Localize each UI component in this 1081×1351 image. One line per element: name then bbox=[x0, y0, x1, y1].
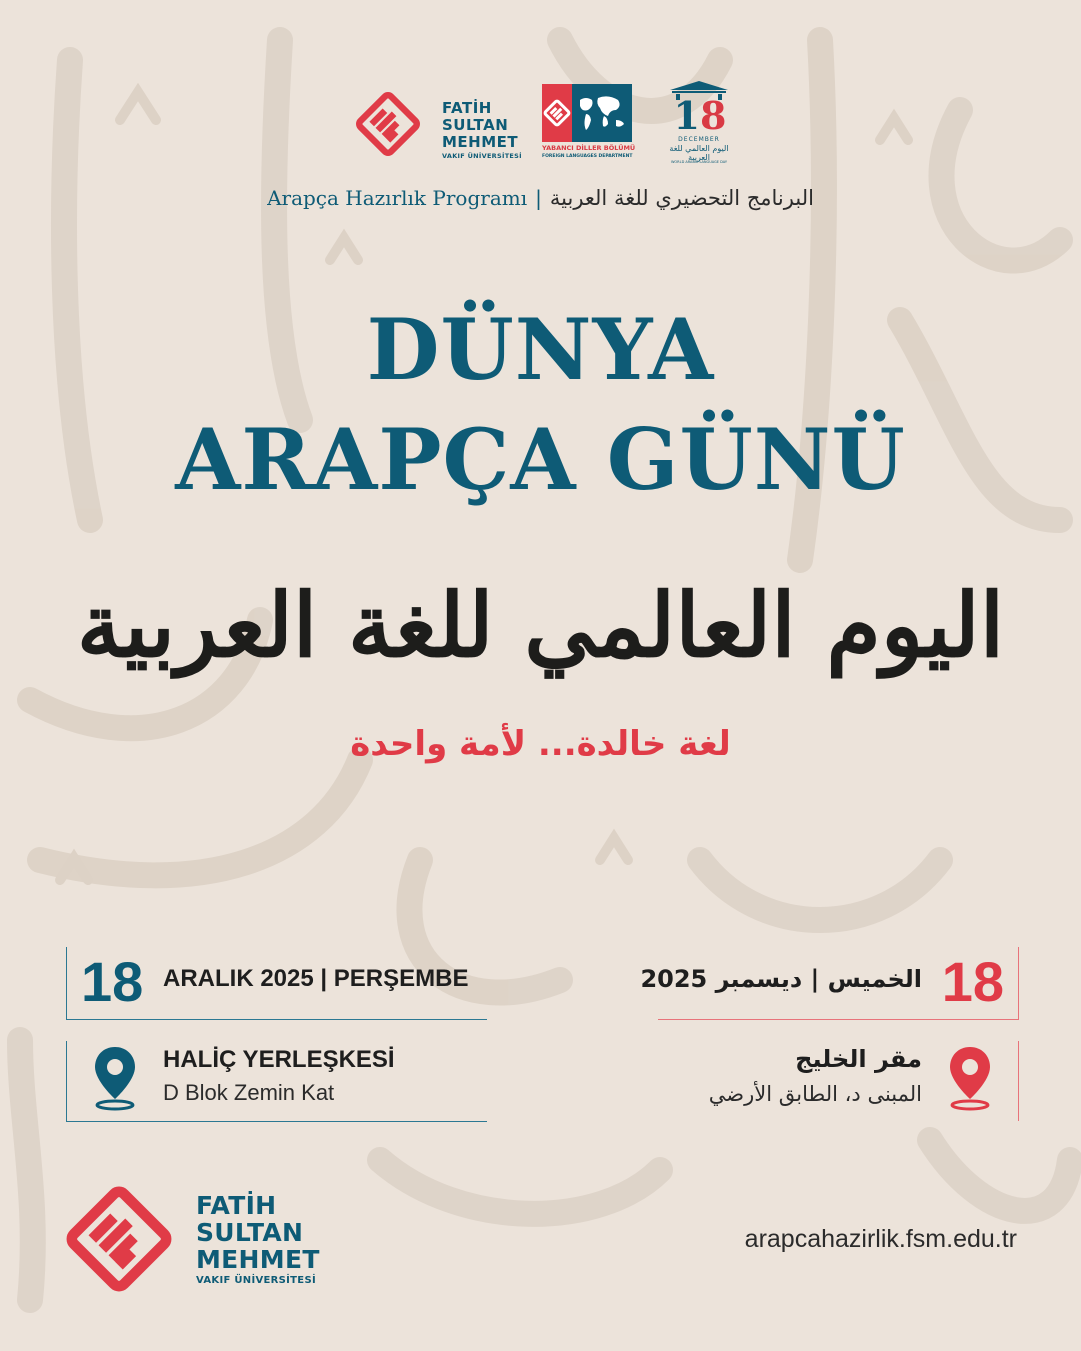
title-line2: ARAPÇA GÜNÜ bbox=[175, 410, 906, 509]
date-box-turkish bbox=[66, 947, 487, 1020]
location-detail-turkish: D Blok Zemin Kat bbox=[163, 1080, 335, 1105]
fsm-logo-line3: MEHMET bbox=[442, 133, 519, 151]
program-separator: | bbox=[535, 186, 542, 210]
location-pin-icon bbox=[946, 1045, 994, 1111]
world-map-icon bbox=[542, 84, 632, 142]
fsm-logo-line4: VAKIF ÜNİVERSİTESİ bbox=[442, 152, 522, 160]
arabic-slogan: لغة خالدة... لأمة واحدة bbox=[350, 724, 731, 764]
header-logos bbox=[0, 80, 1081, 180]
location-box-arabic bbox=[658, 1041, 1019, 1121]
unesco-english: WORLD ARABIC LANGUAGE DAY bbox=[670, 160, 728, 164]
location-name-arabic: مقر الخليج bbox=[795, 1045, 922, 1073]
unesco-logo bbox=[664, 80, 734, 170]
location-detail-arabic: المبنى د، الطابق الأرضي bbox=[708, 1082, 922, 1106]
fsm-logo-bottom bbox=[60, 1180, 360, 1300]
footer-logo-line2: SULTAN bbox=[196, 1218, 304, 1247]
footer-logo-line4: VAKIF ÜNİVERSİTESİ bbox=[196, 1275, 316, 1286]
date-day-arabic: 18 bbox=[941, 950, 1004, 1013]
location-box-turkish bbox=[66, 1041, 487, 1122]
date-day-turkish: 18 bbox=[81, 950, 144, 1013]
arabic-calligraphy-title: اليوم العالمي للغة العربية bbox=[76, 573, 1005, 677]
location-pin-icon bbox=[91, 1045, 139, 1111]
unesco-number: 18 bbox=[673, 93, 727, 138]
unesco-month: DECEMBER bbox=[678, 136, 720, 143]
ydb-logo-line1: YABANCI DİLLER BÖLÜMÜ bbox=[542, 144, 636, 152]
date-text-arabic: الخميس | ديسمبر 2025 bbox=[640, 965, 922, 993]
date-text-turkish: ARALIK 2025 | PERŞEMBE bbox=[163, 965, 469, 992]
fsm-logo-icon bbox=[60, 1180, 178, 1298]
location-name-turkish: HALİÇ YERLEŞKESİ bbox=[163, 1046, 395, 1073]
unesco-arabic: اليوم العالمي للغة العربية bbox=[669, 144, 729, 162]
fsm-logo-icon bbox=[352, 88, 424, 160]
footer-logo-line1: FATİH bbox=[196, 1191, 277, 1220]
website-link[interactable]: arapcahazirlik.fsm.edu.tr bbox=[744, 1225, 1017, 1253]
fsm-logo-line2: SULTAN bbox=[442, 116, 509, 134]
footer-logo-line3: MEHMET bbox=[196, 1245, 320, 1274]
fsm-logo-top bbox=[352, 88, 532, 168]
program-line bbox=[0, 186, 1081, 210]
program-turkish: Arapça Hazırlık Programı bbox=[267, 186, 528, 210]
ydb-logo bbox=[542, 84, 636, 166]
ydb-logo-line2: FOREIGN LANGUAGES DEPARTMENT bbox=[542, 154, 633, 159]
title-line1: DÜNYA bbox=[366, 300, 715, 399]
program-arabic: البرنامج التحضيري للغة العربية bbox=[549, 186, 814, 210]
fsm-logo-line1: FATİH bbox=[442, 99, 492, 117]
date-box-arabic bbox=[640, 947, 1019, 1020]
